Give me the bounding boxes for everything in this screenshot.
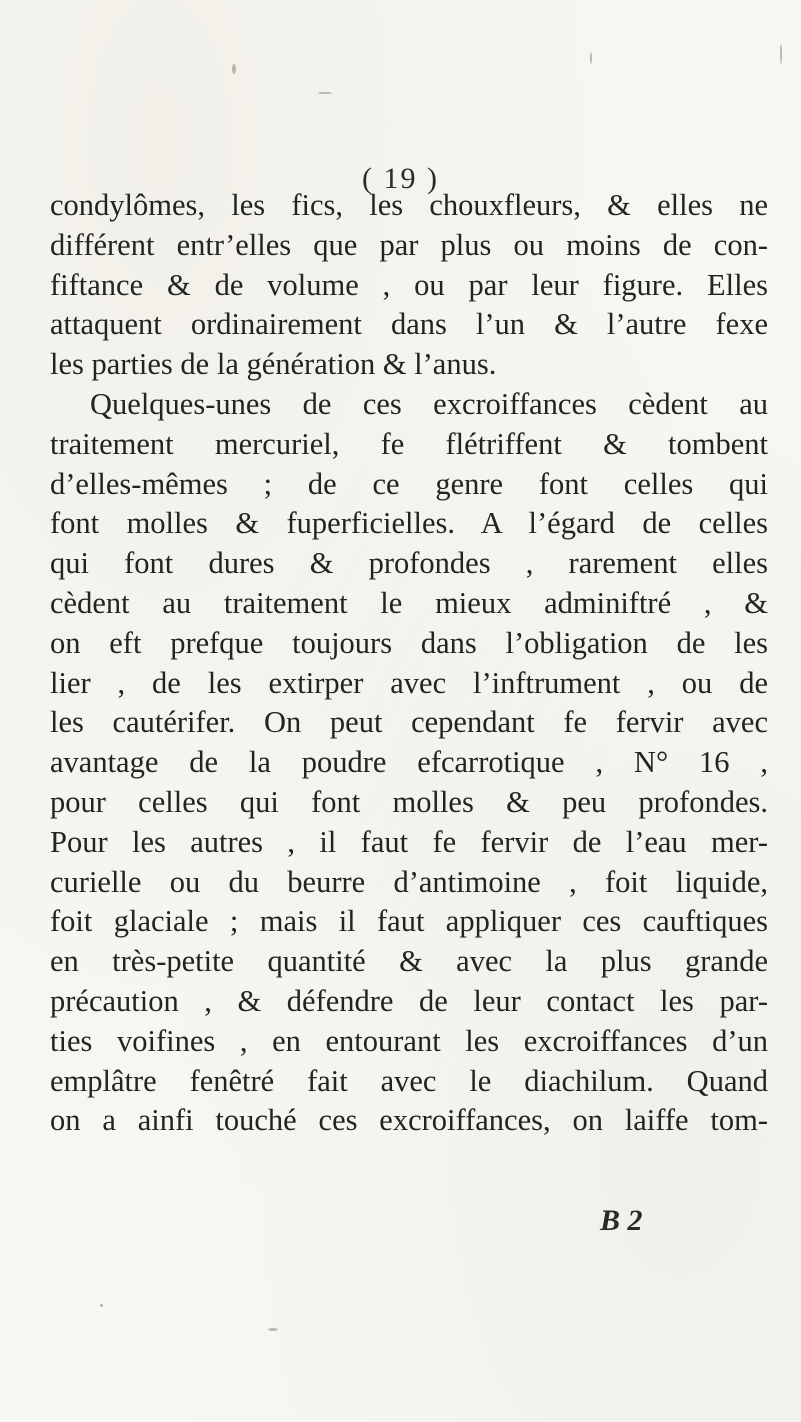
text-line: d’elles-mêmes ; de ce genre font celles qui [50,466,768,501]
text-line: les parties de la génération & l’anus. [50,347,497,382]
paper-speck [268,1328,278,1331]
paper-speck [318,92,332,94]
text-line: traitement mercuriel, fe flétriffent & tombent [50,426,768,461]
text-line: avantage de la poudre efcarrotique , N° 16 , [50,745,768,780]
text-line: Pour les autres , il faut fe fervir de l’eau mer- [50,824,768,859]
text-line: différent entr’elles que par plus ou moins de con- [50,227,768,262]
text-line: attaquent ordinairement dans l’un & l’autre fexe [50,307,768,342]
text-line: lier , de les extirper avec l’inftrument , ou de [50,665,768,700]
text-line: curielle ou du beurre d’antimoine , foit liquide, [50,864,768,899]
paper-speck [780,44,782,64]
text-line: on a ainfi touché ces excroiffances, on laiffe tom- [50,1103,768,1138]
text-line: condylômes, les fics, les chouxfleurs, & elles ne [50,188,768,222]
text-line: foit glaciale ; mais il faut appliquer ces cauftiques [50,904,768,939]
text-line: en très-petite quantité & avec la plus grande [50,944,768,979]
text-line: Quelques-unes de ces excroiffances cèdent au [90,386,768,421]
paper-speck [100,1304,103,1307]
text-line: fiftance & de volume , ou par leur figure. Elles [50,267,768,302]
text-line: les cautérifer. On peut cependant fe fervir avec [50,705,768,740]
paper-speck [232,64,236,74]
text-line: qui font dures & profondes , rarement elles [50,546,768,581]
text-line: précaution , & défendre de leur contact les par- [50,983,768,1018]
text-line: cèdent au traitement le mieux adminiftré , & [50,585,768,620]
text-line: pour celles qui font molles & peu profondes. [50,784,768,819]
text-line: ties voifines , en entourant les excroiffances d’un [50,1023,768,1058]
text-line: on eft prefque toujours dans l’obligation de les [50,625,768,660]
catchword-signature: B 2 [600,1204,643,1237]
page-number: ( 19 ) [362,162,439,195]
body-text [50,186,768,1141]
text-line: emplâtre fenêtré fait avec le diachilum. Quand [50,1063,768,1098]
text-line: font molles & fuperficielles. A l’égard de celles [50,506,768,541]
paper-speck [590,52,592,64]
